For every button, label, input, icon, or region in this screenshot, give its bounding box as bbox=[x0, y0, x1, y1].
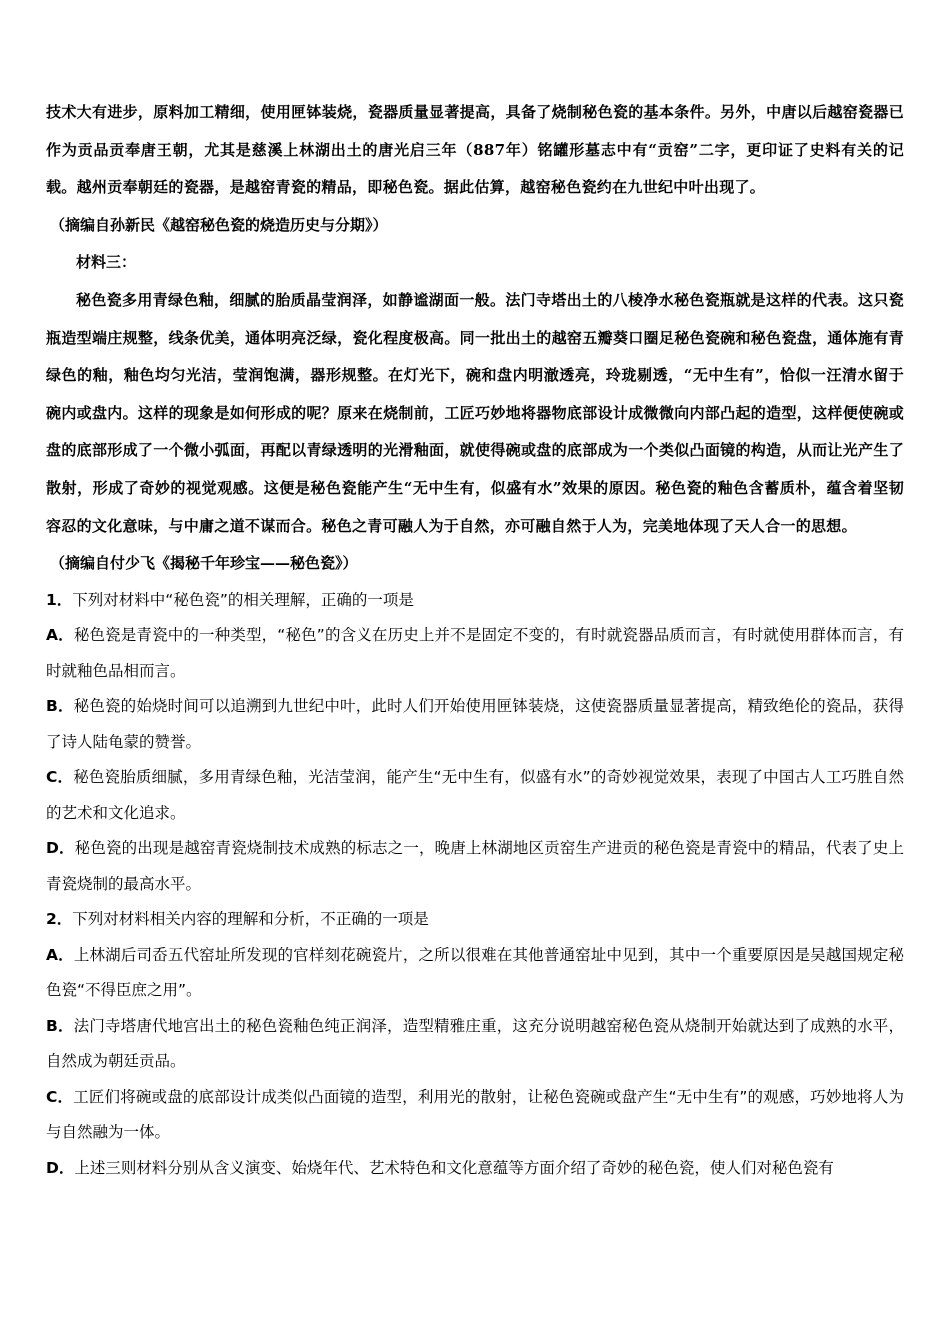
option-text: 秘色瓷的始烧时间可以追溯到九世纪中叶，此时人们开始使用匣钵装烧，这使瓷器质量显著提高，精致绝伦的瓷品，获得了诗人陆龟蒙的赞誉。 bbox=[46, 697, 904, 751]
question-2-option-a bbox=[46, 938, 904, 1009]
material-three-paragraph: 秘色瓷多用青绿色釉，细腻的胎质晶莹润泽，如静谧湖面一般。法门寺塔出土的八棱净水秘色瓷瓶就是这样的代表。这只瓷瓶造型端庄规整，线条优美，通体明亮泛绿，瓷化程度极高。同一批出土的越窑五瓣葵口圈足秘色瓷碗和秘色瓷盘，通体施有青绿色的釉，釉色均匀光洁，莹润饱满，器形规整。在灯光下，碗和盘内明澈透亮，玲珑剔透，“无中生有”，恰似一汪清水留于碗内或盘内。这样的现象是如何形成的呢？原来在烧制前，工匠巧妙地将器物底部设计成微微向内部凸起的造型，这样便使碗或盘的底部形成了一个微小弧面，再配以青绿透明的光滑釉面，就使得碗或盘的底部成为一个类似凸面镜的构造，从而让光产生了散射，形成了奇妙的视觉观感。这便是秘色瓷能产生“无中生有，似盛有水”效果的原因。秘色瓷的釉色含蓄质朴，蕴含着坚韧容忍的文化意味，与中庸之道不谋而合。秘色之青可融人为于自然，亦可融自然于人为，完美地体现了天人合一的思想。 bbox=[46, 290, 904, 535]
option-letter: B． bbox=[46, 697, 74, 716]
option-letter: C． bbox=[46, 1087, 74, 1106]
question-1-text: 下列对材料中“秘色瓷”的相关理解，正确的一项是 bbox=[72, 590, 414, 609]
option-letter: D． bbox=[46, 839, 75, 858]
option-text: 秘色瓷胎质细腻，多用青绿色釉，光洁莹润，能产生“无中生有，似盛有水”的奇妙视觉效果，表现了中国古人工巧胜自然的艺术和文化追求。 bbox=[46, 768, 904, 822]
option-letter: A． bbox=[46, 626, 74, 645]
question-1-number: 1． bbox=[46, 590, 73, 609]
question-1-option-d bbox=[46, 831, 904, 902]
material-two-paragraph-tail: 技术大有进步，原料加工精细，使用匣钵装烧，瓷器质量显著提高，具备了烧制秘色瓷的基本条件。另外，中唐以后越窑瓷器已作为贡品贡奉唐王朝，尤其是慈溪上林湖出土的唐光启三年（887年）铭罐形墓志中有“贡窑”二字，更印证了史料有关的记载。越州贡奉朝廷的瓷器，是越窑青瓷的精品，即秘色瓷。据此估算，越窑秘色瓷约在九世纪中叶出现了。 bbox=[46, 103, 904, 197]
question-2-text: 下列对材料相关内容的理解和分析，不正确的一项是 bbox=[72, 910, 429, 929]
option-text: 上林湖后司岙五代窑址所发现的官样刻花碗瓷片，之所以很难在其他普通窑址中见到，其中一个重要原因是吴越国规定秘色瓷“不得臣庶之用”。 bbox=[46, 945, 904, 1000]
question-2-option-d bbox=[46, 1151, 904, 1187]
option-text: 秘色瓷的出现是越窑青瓷烧制技术成熟的标志之一，晚唐上林湖地区贡窑生产进贡的秘色瓷是青瓷中的精品，代表了史上青瓷烧制的最高水平。 bbox=[46, 839, 904, 893]
option-text: 秘色瓷是青瓷中的一种类型，“秘色”的含义在历史上并不是固定不变的，有时就瓷器品质而言，有时就使用群体而言，有时就釉色品相而言。 bbox=[46, 626, 904, 680]
question-1-option-b bbox=[46, 689, 904, 760]
option-text: 工匠们将碗或盘的底部设计成类似凸面镜的造型，利用光的散射，让秘色瓷碗或盘产生“无中生有”的观感，巧妙地将人为与自然融为一体。 bbox=[46, 1087, 904, 1142]
question-2-option-c bbox=[46, 1080, 904, 1151]
option-text: 上述三则材料分别从含义演变、始烧年代、艺术特色和文化意蕴等方面介绍了奇妙的秘色瓷，使人们对秘色瓷有 bbox=[74, 1158, 834, 1177]
question-1-option-a bbox=[46, 618, 904, 689]
option-text: 法门寺塔唐代地宫出土的秘色瓷釉色纯正润泽，造型精雅庄重，这充分说明越窑秘色瓷从烧制开始就达到了成熟的水平，自然成为朝廷贡品。 bbox=[46, 1016, 904, 1071]
question-1-option-c bbox=[46, 760, 904, 831]
option-letter: D． bbox=[46, 1158, 75, 1177]
question-2-stem bbox=[46, 902, 904, 938]
option-letter: A． bbox=[46, 945, 74, 964]
material-three-source: （摘编自付少飞《揭秘千年珍宝——秘色瓷》） bbox=[50, 554, 358, 573]
option-letter: B． bbox=[46, 1016, 74, 1035]
document-page bbox=[46, 94, 904, 1186]
material-three-title: 材料三： bbox=[76, 253, 137, 272]
question-2-option-b bbox=[46, 1009, 904, 1080]
question-1-stem bbox=[46, 583, 904, 619]
question-2-number: 2． bbox=[46, 910, 73, 929]
material-two-source: （摘编自孙新民《越窑秘色瓷的烧造历史与分期》） bbox=[50, 215, 388, 234]
option-letter: C． bbox=[46, 768, 74, 787]
